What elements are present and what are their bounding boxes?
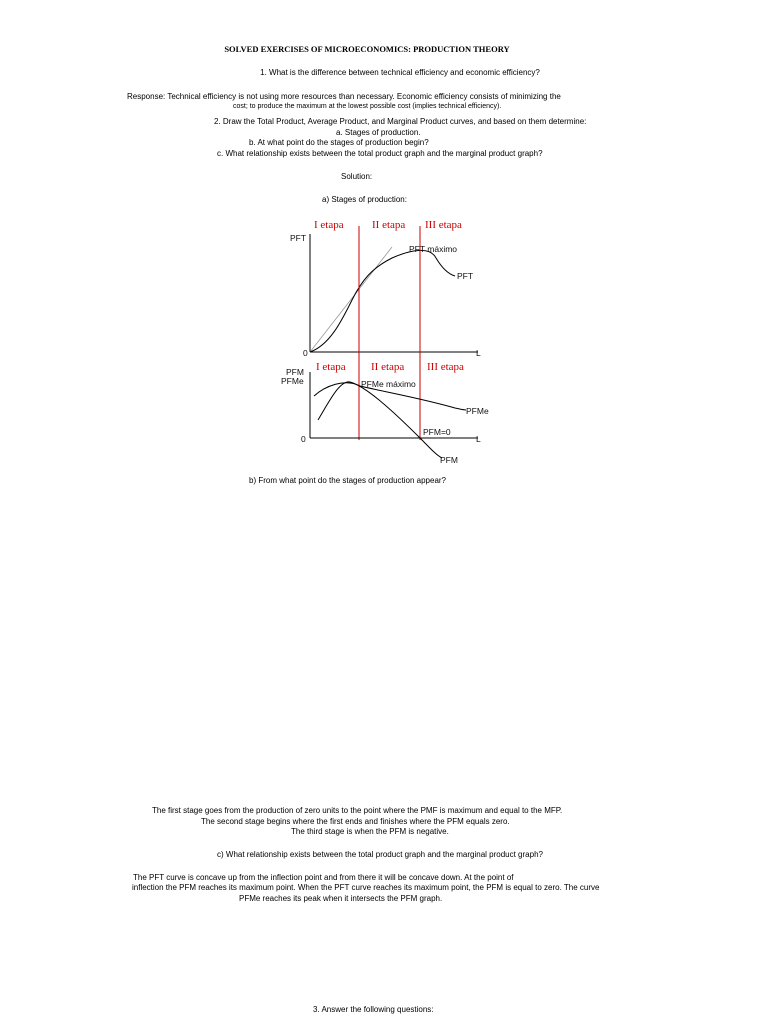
bottom-y-label-pfme: PFMe (281, 376, 304, 386)
bottom-stage-2: II etapa (371, 361, 405, 373)
pft-curve (310, 250, 455, 352)
marginal-average-panel (281, 361, 489, 465)
question-2: 2. Draw the Total Product, Average Product, and Marginal Product curves, and based on them determine: (214, 117, 587, 126)
question-2c: c. What relationship exists between the total product graph and the marginal product graph? (217, 149, 543, 158)
top-stage-1: I etapa (314, 219, 344, 231)
bottom-y-label-pfm: PFM (286, 367, 304, 377)
relationship-line-1: The PFT curve is concave up from the inflection point and from there it will be concave down. At the point of (133, 873, 514, 882)
solution-b-heading: b) From what point do the stages of production appear? (249, 476, 447, 485)
pft-curve-label: PFT (457, 271, 474, 281)
pfme-curve (314, 383, 466, 410)
pfm-zero-label: PFM=0 (423, 427, 451, 437)
total-product-panel (290, 219, 481, 440)
stage-explanation-1: The first stage goes from the production of zero units to the point where the PMF is maximum and equal to the MFP. (152, 806, 563, 815)
bottom-stage-3: III etapa (427, 361, 464, 373)
pft-max-label: PFT máximo (409, 244, 458, 254)
top-y-label: PFT (290, 233, 307, 243)
solution-a-heading: a) Stages of production: (322, 195, 407, 204)
bottom-stage-1: I etapa (316, 361, 346, 373)
response-line-2: cost; to produce the maximum at the lowest possible cost (implies technical efficiency). (233, 103, 502, 110)
top-origin: 0 (303, 348, 308, 358)
document-title: SOLVED EXERCISES OF MICROECONOMICS: PRODUCTION THEORY (224, 44, 510, 54)
pfme-curve-label: PFMe (466, 406, 489, 416)
response-line-1: Response: Technical efficiency is not using more resources than necessary. Economic efficiency consists of minimizing the (127, 92, 561, 101)
question-2a: a. Stages of production. (336, 128, 421, 137)
top-stage-3: III etapa (425, 219, 462, 231)
pfme-max-label: PFMe máximo (361, 379, 416, 389)
question-3: 3. Answer the following questions: (313, 1005, 434, 1014)
relationship-line-2: inflection the PFM reaches its maximum point. When the PFT curve reaches its maximum point, the PFM is equal to zero. The curve (132, 883, 600, 892)
relationship-line-3: PFMe reaches its peak when it intersects the PFM graph. (239, 894, 443, 903)
stage-explanation-3: The third stage is when the PFM is negative. (291, 827, 449, 836)
pfm-curve (318, 382, 442, 458)
top-x-label: L (476, 348, 481, 358)
question-2b: b. At what point do the stages of production begin? (249, 138, 429, 147)
question-1: 1. What is the difference between technical efficiency and economic efficiency? (260, 68, 540, 77)
solution-c-heading: c) What relationship exists between the total product graph and the marginal product graph? (217, 850, 543, 859)
pfm-curve-label: PFM (440, 455, 458, 465)
solution-heading: Solution: (341, 172, 373, 181)
tangent-line (310, 247, 392, 352)
stage-explanation-2: The second stage begins where the first ends and finishes where the PFM equals zero. (201, 817, 510, 826)
top-stage-2: II etapa (372, 219, 406, 231)
bottom-origin: 0 (301, 434, 306, 444)
bottom-x-label: L (476, 434, 481, 444)
